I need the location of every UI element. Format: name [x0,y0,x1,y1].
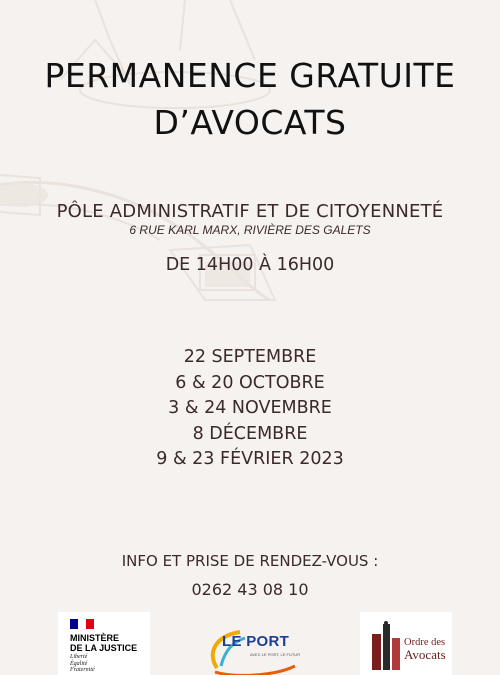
date-item: 22 SEPTEMBRE [183,347,317,367]
venue-address: 6 RUE KARL MARX, RIVIÈRE DES GALETS [129,223,371,237]
date-item: 6 & 20 OCTOBRE [175,372,325,393]
date-item: 8 DÉCEMBRE [192,423,308,444]
ministry-of-justice-logo [58,612,150,675]
french-flag-icon [70,619,94,629]
info-label: INFO ET PRISE DE RENDEZ-VOUS : [121,552,379,570]
date-item: 3 & 24 NOVEMBRE [168,398,332,418]
date-item: 9 & 23 FÉVRIER 2023 [156,449,344,469]
le-port-name: LE PORT [222,633,290,650]
ministry-motto: Liberté Égalité Fraternité [70,654,95,673]
opening-hours: DE 14H00 À 16H00 [165,255,335,275]
venue-name: PÔLE ADMINISTRATIF ET DE CITOYENNETÉ [56,201,444,222]
ordre-des-avocats-logo [360,612,452,675]
title-line-2: D’AVOCATS [153,103,347,142]
le-port-logo [200,620,310,675]
ordre-name: Ordre des Avocats [404,637,446,662]
title-line-1: PERMANENCE GRATUITE [44,56,456,95]
le-port-tagline: AVEC LE PORT, LE FUTUR [250,652,301,657]
ministry-name: MINISTÈRE DE LA JUSTICE [70,633,138,653]
phone-number[interactable]: 0262 43 08 10 [191,580,309,599]
ordre-emblem-icon [370,620,402,672]
dates-list [0,345,500,473]
